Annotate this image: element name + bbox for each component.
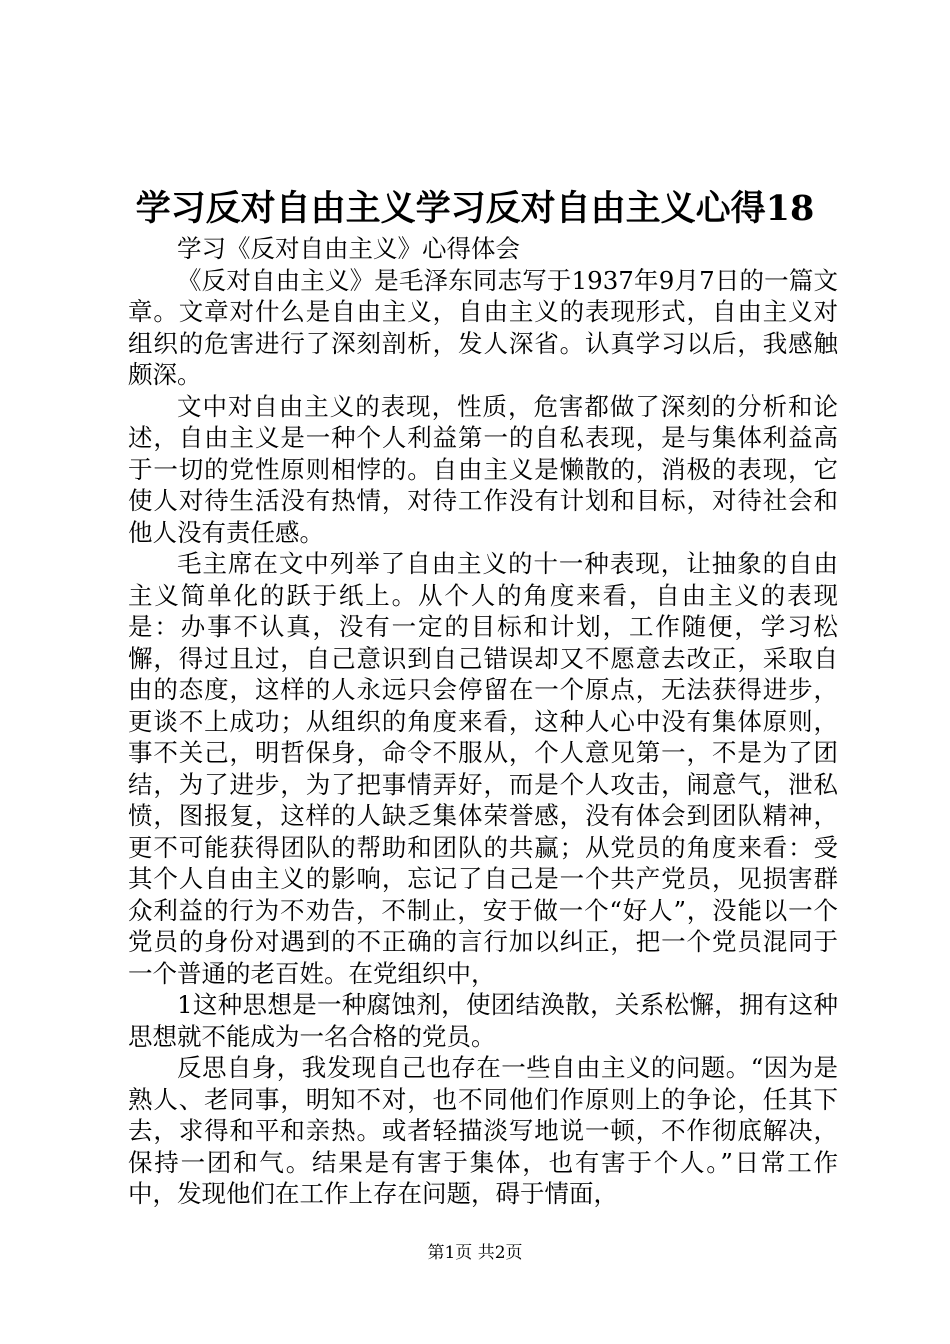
body-paragraph-1: 《反对自由主义》是毛泽东同志写于1937年9月7日的一篇文章。文章对什么是自由主义，自由主义的表现形式，自由主义对组织的危害进行了深刻剖析，发人深省。认真学习以后，我感触颇深。 — [128, 265, 838, 389]
body-paragraph-3: 毛主席在文中列举了自由主义的十一种表现，让抽象的自由主义简单化的跃于纸上。从个人的角度来看，自由主义的表现是：办事不认真，没有一定的目标和计划，工作随便，学习松懈，得过且过，自己意识到自己错误却又不愿意去改正，采取自由的态度，这样的人永远只会停留在一个原点，无法获得进步，更谈不上成功；从组织的角度来看，这种人心中没有集体原则，事不关己，明哲保身，命令不服从，个人意见第一，不是为了团结，为了进步，为了把事情弄好，而是个人攻击，闹意气，泄私愤，图报复，这样的人缺乏集体荣誉感，没有体会到团队精神，更不可能获得团队的帮助和团队的共赢；从党员的角度来看：受其个人自由主义的影响，忘记了自己是一个共产党员，见损害群众利益的行为不劝告，不制止，安于做一个“好人”，没能以一个党员的身份对遇到的不正确的言行加以纠正，把一个党员混同于一个普通的老百姓。在党组织中， — [128, 549, 838, 988]
page-number-footer: 第1页 共2页 — [427, 1243, 523, 1263]
body-paragraph-4: 1这种思想是一种腐蚀剂，使团结涣散，关系松懈，拥有这种思想就不能成为一名合格的党员。 — [128, 990, 838, 1051]
document-subtitle: 学习《反对自由主义》心得体会 — [177, 234, 520, 263]
body-paragraph-5: 反思自身，我发现自己也存在一些自由主义的问题。“因为是熟人、老同事，明知不对，也不同他们作原则上的争论，任其下去，求得和平和亲热。或者轻描淡写地说一顿，不作彻底解决，保持一团和气。结果是有害于集体，也有害于个人。”日常工作中，发现他们在工作上存在问题，碍于情面， — [128, 1053, 838, 1208]
document-title: 学习反对自由主义学习反对自由主义心得18 — [135, 188, 815, 229]
document-body — [128, 233, 838, 1210]
body-paragraph-2: 文中对自由主义的表现，性质，危害都做了深刻的分析和论述，自由主义是一种个人利益第一的自私表现，是与集体利益高于一切的党性原则相悖的。自由主义是懒散的，消极的表现，它使人对待生活没有热情，对待工作没有计划和目标，对待社会和他人没有责任感。 — [128, 391, 838, 547]
